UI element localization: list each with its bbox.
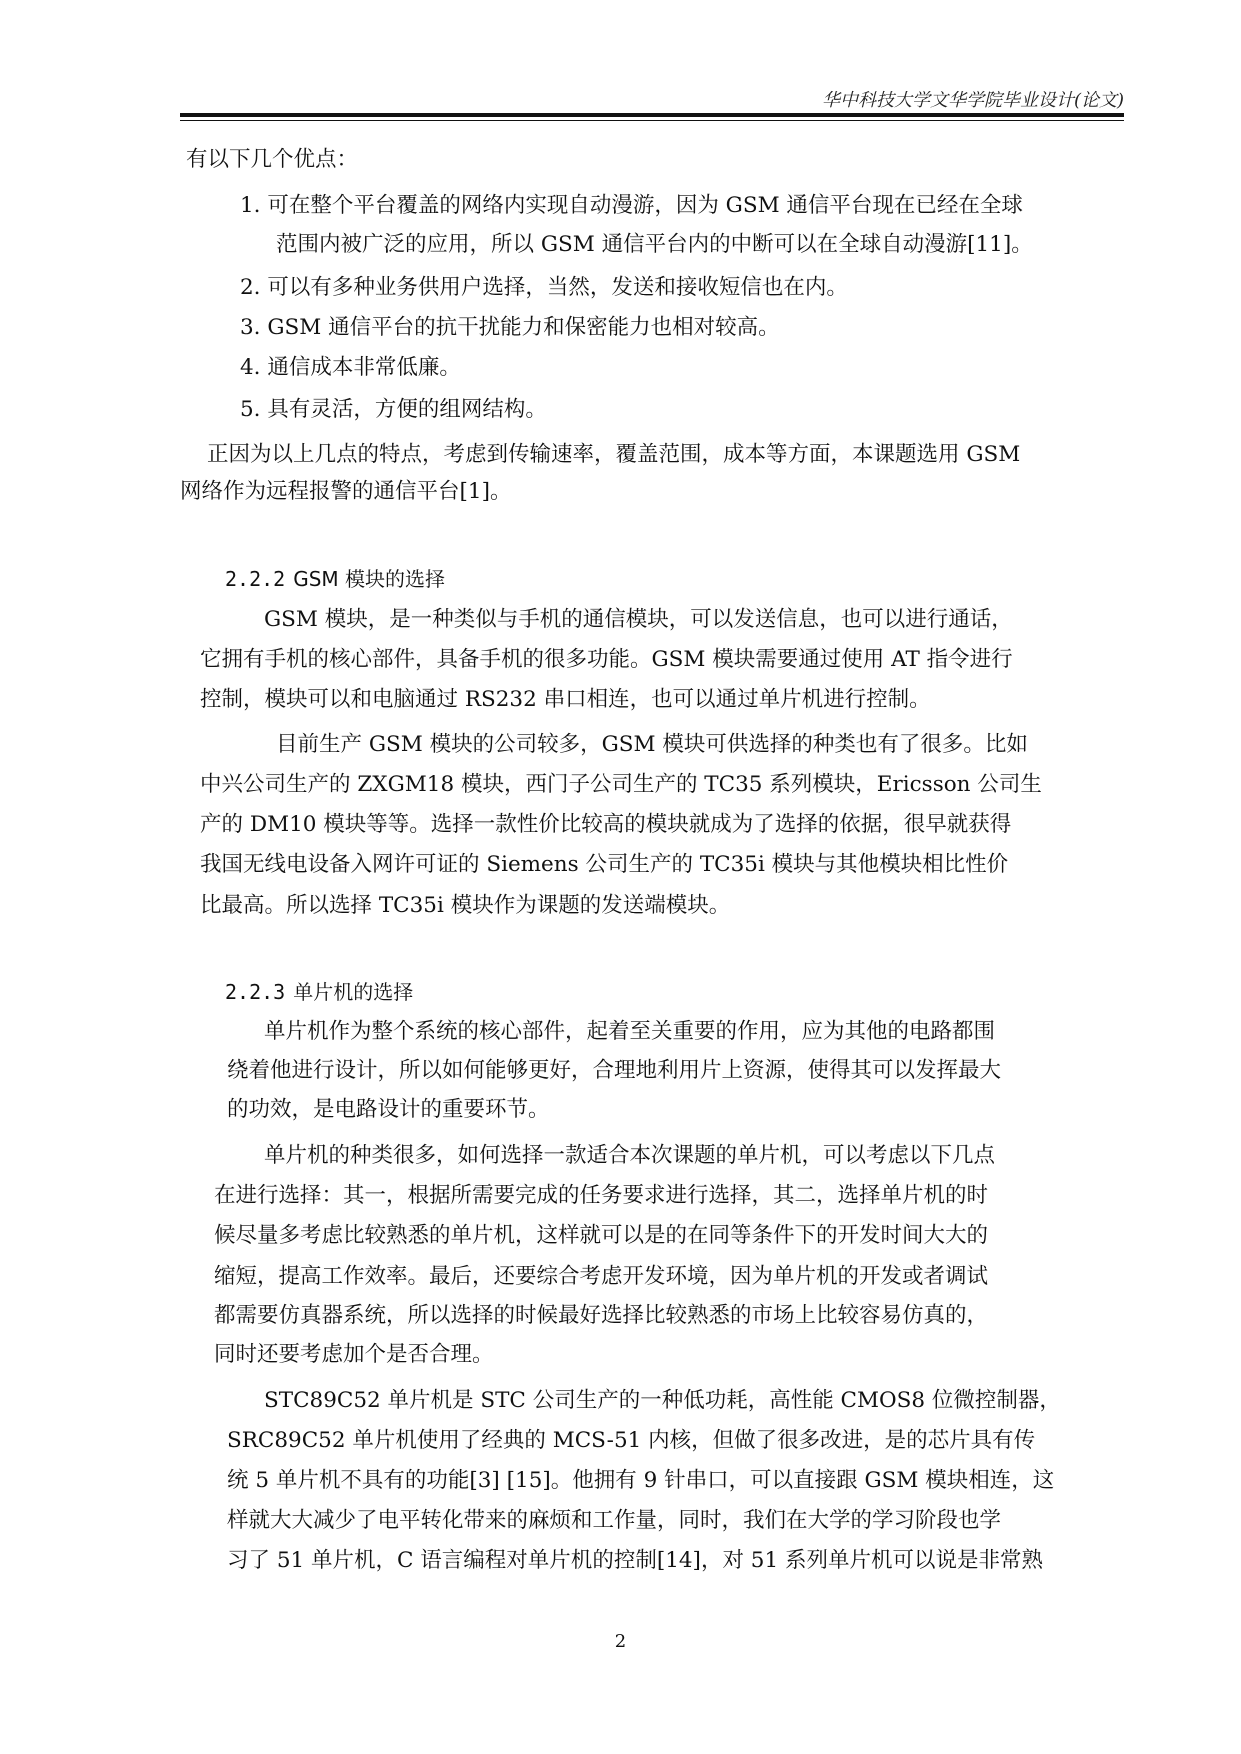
section-title: 单片机的选择 xyxy=(293,980,414,1004)
paragraph-line: 都需要仿真器系统，所以选择的时候最好选择比较熟悉的市场上比较容易仿真的， xyxy=(214,1303,989,1328)
paragraph-line: 中兴公司生产的 ZXGM18 模块，西门子公司生产的 TC35 系列模块，Ericsson 公司生 xyxy=(200,772,1042,797)
paragraph-line: 单片机的种类很多，如何选择一款适合本次课题的单片机，可以考虑以下几点 xyxy=(264,1143,996,1168)
paragraph-line: 目前生产 GSM 模块的公司较多，GSM 模块可供选择的种类也有了很多。比如 xyxy=(276,732,1028,757)
paragraph-line: 控制，模块可以和电脑通过 RS232 串口相连，也可以通过单片机进行控制。 xyxy=(200,687,931,712)
paragraph-line: STC89C52 单片机是 STC 公司生产的一种低功耗，高性能 CMOS8 位微控制器， xyxy=(264,1388,1061,1413)
list-item-line: 4. 通信成本非常低廉。 xyxy=(240,355,461,380)
list-item-line: 范围内被广泛的应用，所以 GSM 通信平台内的中断可以在全球自动漫游[11]。 xyxy=(276,232,1033,257)
paragraph-line: 候尽量多考虑比较熟悉的单片机，这样就可以是的在同等条件下的开发时间大大的 xyxy=(214,1223,989,1248)
section-number: 2.2.2 xyxy=(225,567,286,591)
section-title: GSM 模块的选择 xyxy=(293,567,446,591)
paragraph-line: 样就大大减少了电平转化带来的麻烦和工作量，同时，我们在大学的学习阶段也学 xyxy=(227,1508,1002,1533)
paragraph-line: 单片机作为整个系统的核心部件，起着至关重要的作用，应为其他的电路都围 xyxy=(264,1019,996,1044)
paragraph-line: 比最高。所以选择 TC35i 模块作为课题的发送端模块。 xyxy=(200,893,731,918)
list-item-line: 5. 具有灵活，方便的组网结构。 xyxy=(240,397,547,422)
paragraph-line: 绕着他进行设计，所以如何能够更好，合理地利用片上资源，使得其可以发挥最大 xyxy=(227,1058,1002,1083)
running-header: 华中科技大学文华学院毕业设计(论文) xyxy=(821,90,1124,111)
list-item-line: 1. 可在整个平台覆盖的网络内实现自动漫游，因为 GSM 通信平台现在已经在全球 xyxy=(240,193,1023,218)
paragraph-line: 正因为以上几点的特点，考虑到传输速率，覆盖范围，成本等方面，本课题选用 GSM xyxy=(207,442,1021,467)
list-item-line: 2. 可以有多种业务供用户选择，当然，发送和接收短信也在内。 xyxy=(240,275,848,300)
paragraph-line: 在进行选择：其一，根据所需要完成的任务要求进行选择，其二，选择单片机的时 xyxy=(214,1183,989,1208)
paragraph-line: 的功效，是电路设计的重要环节。 xyxy=(227,1097,550,1122)
section-heading-2-2-3 xyxy=(225,977,413,1007)
paragraph-line: 统 5 单片机不具有的功能[3] [15]。他拥有 9 针串口，可以直接跟 GSM 模块相连，这 xyxy=(227,1468,1055,1493)
section-number: 2.2.3 xyxy=(225,980,286,1004)
header-rule-thin xyxy=(180,120,1124,121)
paragraph-line: 我国无线电设备入网许可证的 Siemens 公司生产的 TC35i 模块与其他模块相比性价 xyxy=(200,852,1009,877)
paragraph-line: 习了 51 单片机，C 语言编程对单片机的控制[14]，对 51 系列单片机可以说是非常熟 xyxy=(227,1548,1043,1573)
paragraph-line: GSM 模块，是一种类似与手机的通信模块，可以发送信息，也可以进行通话， xyxy=(264,607,1013,632)
header-rule-thick xyxy=(180,113,1124,117)
paragraph-line: 同时还要考虑加个是否合理。 xyxy=(214,1342,494,1367)
page-number: 2 xyxy=(614,1631,627,1652)
paragraph-line: 有以下几个优点： xyxy=(186,147,359,172)
paragraph-line: 网络作为远程报警的通信平台[1]。 xyxy=(180,479,512,504)
list-item-line: 3. GSM 通信平台的抗干扰能力和保密能力也相对较高。 xyxy=(240,315,780,340)
paragraph-line: SRC89C52 单片机使用了经典的 MCS-51 内核，但做了很多改进，是的芯片具有传 xyxy=(227,1428,1036,1453)
paragraph-line: 缩短，提高工作效率。最后，还要综合考虑开发环境，因为单片机的开发或者调试 xyxy=(214,1264,989,1289)
paragraph-line: 它拥有手机的核心部件，具备手机的很多功能。GSM 模块需要通过使用 AT 指令进行 xyxy=(200,647,1013,672)
paragraph-line: 产的 DM10 模块等等。选择一款性价比较高的模块就成为了选择的依据，很早就获得 xyxy=(200,812,1012,837)
section-heading-2-2-2 xyxy=(225,564,445,594)
